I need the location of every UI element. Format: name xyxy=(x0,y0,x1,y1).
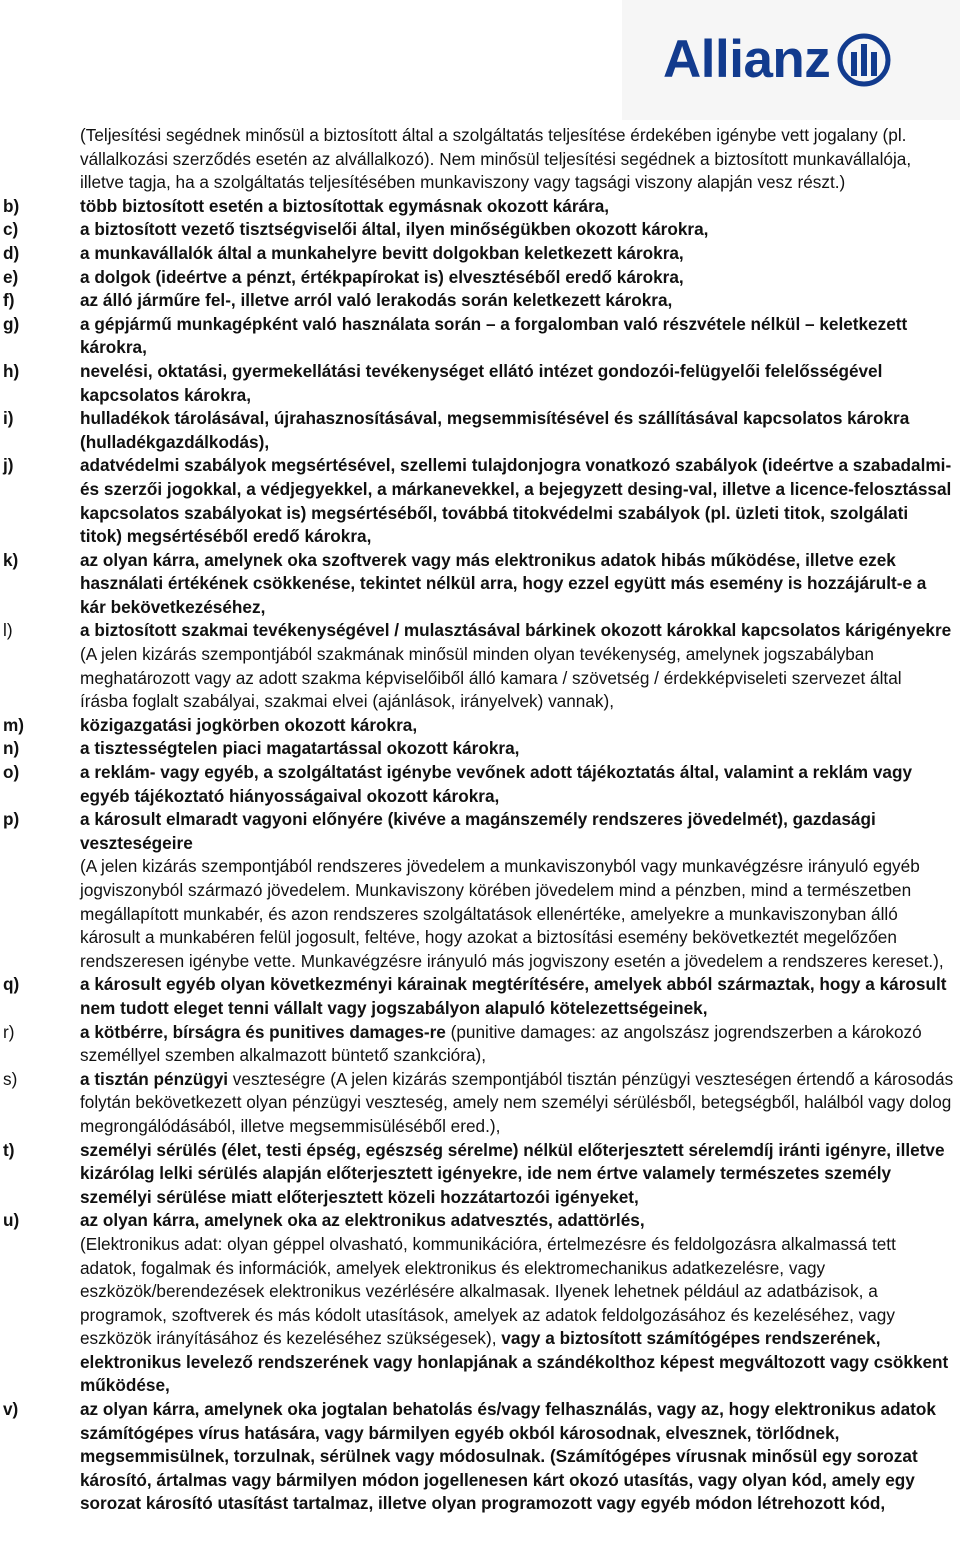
list-item-bold-text: közigazgatási jogkörben okozott károkra, xyxy=(80,714,418,735)
list-item xyxy=(0,1209,960,1398)
list-item-letter: v) xyxy=(3,1399,19,1420)
list-item-letter: g) xyxy=(3,313,20,334)
list-item xyxy=(0,407,960,454)
list-item-text xyxy=(80,737,954,761)
exclusion-list xyxy=(0,195,960,1516)
list-item-letter: c) xyxy=(3,219,19,240)
list-item-text xyxy=(80,549,954,620)
list-item-bold-text: a gépjármű munkagépként való használata során – a forgalomban való részvétele nélkül – keletkezett károkra, xyxy=(80,313,908,358)
list-item xyxy=(0,266,960,290)
list-item-bold-text: a tisztán pénzügyi xyxy=(80,1068,229,1089)
list-item-text xyxy=(80,808,954,973)
list-item xyxy=(0,313,960,360)
list-item-letter: s) xyxy=(3,1068,18,1089)
list-item xyxy=(0,1021,960,1068)
allianz-eagle-icon xyxy=(836,32,892,88)
list-item-bold-text: a munkavállalók által a munkahelyre bevitt dolgokban keletkezett károkra, xyxy=(80,242,684,263)
list-item xyxy=(0,195,960,219)
document-body xyxy=(0,124,960,1516)
list-item-letter: b) xyxy=(3,195,20,216)
list-item-bold-text: nevelési, oktatási, gyermekellátási tevékenységet ellátó intézet gondozói-felügyelői felelősségével kapcsolatos károkra, xyxy=(80,360,883,405)
list-item xyxy=(0,619,960,713)
list-item xyxy=(0,973,960,1020)
list-item-bold-text: a biztosított szakmai tevékenységével / mulasztásával bárkinek okozott károkkal kapcsolatos kárigényekre xyxy=(80,620,952,641)
list-item-text xyxy=(80,1021,954,1068)
list-item-text xyxy=(80,407,954,454)
list-item xyxy=(0,218,960,242)
list-item-bold-text: az olyan kárra, amelynek oka szoftverek vagy más elektronikus adatok hibás működése, illetve ezek használati értékének csökkenése, tekintet nélkül arra, hogy ezzel együtt más esemény is hozzájárult-e a kár bekövetkezéséhez, xyxy=(80,549,927,617)
list-item-normal-text: veszteségre (A jelen kizárás szempontjából tisztán pénzügyi veszteségen értendő a károsodás folytán bekövetkezett olyan pénzügyi veszteség, amely nem személyi sérülésből, betegségből, halálból vagy dolog megrongálódásából, illetve megsemmisüléséből ered.), xyxy=(80,1068,954,1136)
list-item-bold-text: vagy a biztosított számítógépes rendszerének, elektronikus levelező rendszerének vagy honlapjának a szándékolthoz képest megváltozott vagy csökkent működése, xyxy=(80,1328,949,1396)
list-item-letter: p) xyxy=(3,809,20,830)
list-item xyxy=(0,737,960,761)
list-item-text xyxy=(80,1139,954,1210)
list-item-letter: n) xyxy=(3,738,20,759)
list-item-text xyxy=(80,242,954,266)
list-item-letter: m) xyxy=(3,714,25,735)
list-item-normal-text: (A jelen kizárás szempontjából szakmának minősül minden olyan tevékenység, amelynek jogszabályban meghatározott vagy az adott szakma képviselőiből álló kamara / szövetség / érdekképviseleti szervezet által írásba foglalt szabályai, szakmai elvei (ajánlások, irányelvek) vannak), xyxy=(80,644,902,712)
logo-wordmark: Allianz xyxy=(663,30,831,89)
list-item-text xyxy=(80,714,954,738)
list-item-bold-text: a reklám- vagy egyéb, a szolgáltatást igénybe vevőnek adott tájékoztatás által, valamint a reklám vagy egyéb tájékoztató hiányosságaival okozott károkra, xyxy=(80,762,913,806)
list-item-normal-text: (punitive damages: az angolszász jogrendszerben a károkozó személlyel szemben alkalmazott büntető szankcióra), xyxy=(80,1021,922,1066)
list-item-letter: k) xyxy=(3,549,19,570)
list-item-bold-text: adatvédelmi szabályok megsértésével, szellemi tulajdonjogra vonatkozó szabályok (ideértve a szabadalmi- és szerzői jogokkal, a védjegyekkel, a márkanevekkel, a bejegyzett desing-val, illetve a licence-felosztással kapcsolatos szabályokat is) megsértéséből, továbbá titokvédelmi szabályok (pl. üzleti titok, szolgálati titok) megsértéséből eredő károkra, xyxy=(80,455,952,547)
list-item xyxy=(0,549,960,620)
list-item-bold-text: a károsult egyéb olyan következményi kárainak megtérítésére, amelyek abból származtak, hogy a károsult nem tudott eleget tenni vállalt vagy jogszabályon alapuló kötelezettségeinek, xyxy=(80,974,947,1018)
list-item xyxy=(0,289,960,313)
list-item xyxy=(0,808,960,973)
list-item xyxy=(0,454,960,548)
list-item-letter: h) xyxy=(3,360,20,381)
list-item-bold-text: a károsult elmaradt vagyoni előnyére (kivéve a magánszemély rendszeres jövedelmét), gazdasági veszteségeire xyxy=(80,809,876,853)
list-item-text xyxy=(80,266,954,290)
list-item-bold-text: a tisztességtelen piaci magatartással okozott károkra, xyxy=(80,738,520,759)
list-item-letter: u) xyxy=(3,1210,20,1231)
list-item-bold-text: az olyan kárra, amelynek oka az elektronikus adatvesztés, adattörlés, xyxy=(80,1210,645,1231)
list-item-text xyxy=(80,360,954,407)
list-item-letter: j) xyxy=(3,455,14,476)
list-item-text xyxy=(80,454,954,548)
list-item-text xyxy=(80,1398,954,1516)
list-item-letter: f) xyxy=(3,290,15,311)
list-item-text xyxy=(80,195,954,219)
list-item-bold-text: a dolgok (ideértve a pénzt, értékpapírokat is) elvesztéséből eredő károkra, xyxy=(80,266,684,287)
list-item-bold-text: az olyan kárra, amelynek oka jogtalan behatolás és/vagy felhasználás, vagy az, hogy elektronikus adatok számítógépes vírus hatására, vagy bármilyen egyéb okból károsodnak, elvesznek, törlődnek, megsemmisülnek, torzulnak, sérülnek vagy módosulnak. (Számítógépes vírusnak minősül egy sorozat károsító, ártalmas vagy bármilyen módon jogellenesen kárt okozó utasítás, vagy olyan kód, amely egy sorozat károsító utasítást tartalmaz, illetve olyan programozott vagy egyéb módon létrehozott kód, xyxy=(80,1399,936,1514)
allianz-logo xyxy=(663,30,892,90)
list-item-bold-text: a kötbérre, bírságra és punitives damages-re xyxy=(80,1021,446,1042)
list-item-text xyxy=(80,1209,954,1398)
list-item-normal-text: (A jelen kizárás szempontjából rendszeres jövedelem a munkaviszonyból vagy munkavégzésre irányuló egyéb jogviszonyból származó jövedelem. Munkaviszony körében jövedelem mind a pénzben, mind a természetben megállapított munkabér, és azon rendszeres szolgáltatások ellenértéke, amelyekre a munkaviszonyban álló károsult a munkabéren felül jogosult, feltéve, hogy azokat a biztosítási esemény bekövetkeztét megelőzően rendszeresen igénybe vette. Munkavégzésre irányuló más jogviszony esetén a jövedelem a rendszeres kereset.), xyxy=(80,856,944,971)
intro-paragraph: (Teljesítési segédnek minősül a biztosított által a szolgáltatás teljesítése érdekében igénybe vett jogalany (pl. vállalkozási szerződés esetén az alvállalkozó). Nem minősül teljesítési segédnek a biztosított munkavállalója, illetve tagja, ha a szolgáltatás teljesítésében munkaviszony vagy tagsági viszony alapján vesz részt.) xyxy=(80,125,912,193)
list-item xyxy=(0,714,960,738)
list-item-text xyxy=(80,313,954,360)
list-item-bold-text: személyi sérülés (élet, testi épség, egészség sérelme) nélkül előterjesztett sérelemdíj iránti igényre, illetve kizárólag lelki sérülés alapján előterjesztett igényekre, ide nem értve valamely természetes személy személyi sérülése miatt előterjesztett közeli hozzátartozói igényeket, xyxy=(80,1139,945,1207)
list-item-text xyxy=(80,218,954,242)
list-item-bold-text: az álló járműre fel-, illetve arról való lerakodás során keletkezett károkra, xyxy=(80,290,673,311)
list-item-bold-text: a biztosított vezető tisztségviselői által, ilyen minőségükben okozott károkra, xyxy=(80,219,709,240)
list-item-text xyxy=(80,619,954,713)
list-item-letter: r) xyxy=(3,1021,15,1042)
list-item-letter: e) xyxy=(3,266,19,287)
list-item-text xyxy=(80,1068,954,1139)
list-item-text xyxy=(80,973,954,1020)
list-item-normal-text: (Elektronikus adat: olyan géppel olvasható, kommunikációra, értelmezésre és feldolgozásra alkalmassá tett adatok, fogalmak és információk, amelyek elektronikus és elektromechanikus adatkezelésre, vagy eszközök/berendezések elektronikus vezérlésére alkalmasak. Ilyenek lehetnek például az adatbázisok, a programok, szoftverek és más kódolt utasítások, amelyek az adatok feldolgozásához és kezeléséhez, vagy eszközök irányításához és kezeléséhez szükségesek), xyxy=(80,1233,896,1349)
list-item-letter: i) xyxy=(3,408,14,429)
list-item xyxy=(0,1139,960,1210)
list-item-text xyxy=(80,289,954,313)
list-item-letter: q) xyxy=(3,974,20,995)
list-item-bold-text: hulladékok tárolásával, újrahasznosításával, megsemmisítésével és szállításával kapcsolatos károkra (hulladékgazdálkodás), xyxy=(80,408,910,452)
list-item-text xyxy=(80,761,954,808)
list-item xyxy=(0,1068,960,1139)
list-item-letter: l) xyxy=(3,620,13,641)
list-item-bold-text: több biztosított esetén a biztosítottak egymásnak okozott kárára, xyxy=(80,195,610,216)
list-item xyxy=(0,1398,960,1516)
list-item xyxy=(0,360,960,407)
list-item xyxy=(0,761,960,808)
list-item xyxy=(0,242,960,266)
list-item-letter: t) xyxy=(3,1139,15,1160)
list-item-letter: d) xyxy=(3,242,20,263)
list-item-letter: o) xyxy=(3,762,20,783)
